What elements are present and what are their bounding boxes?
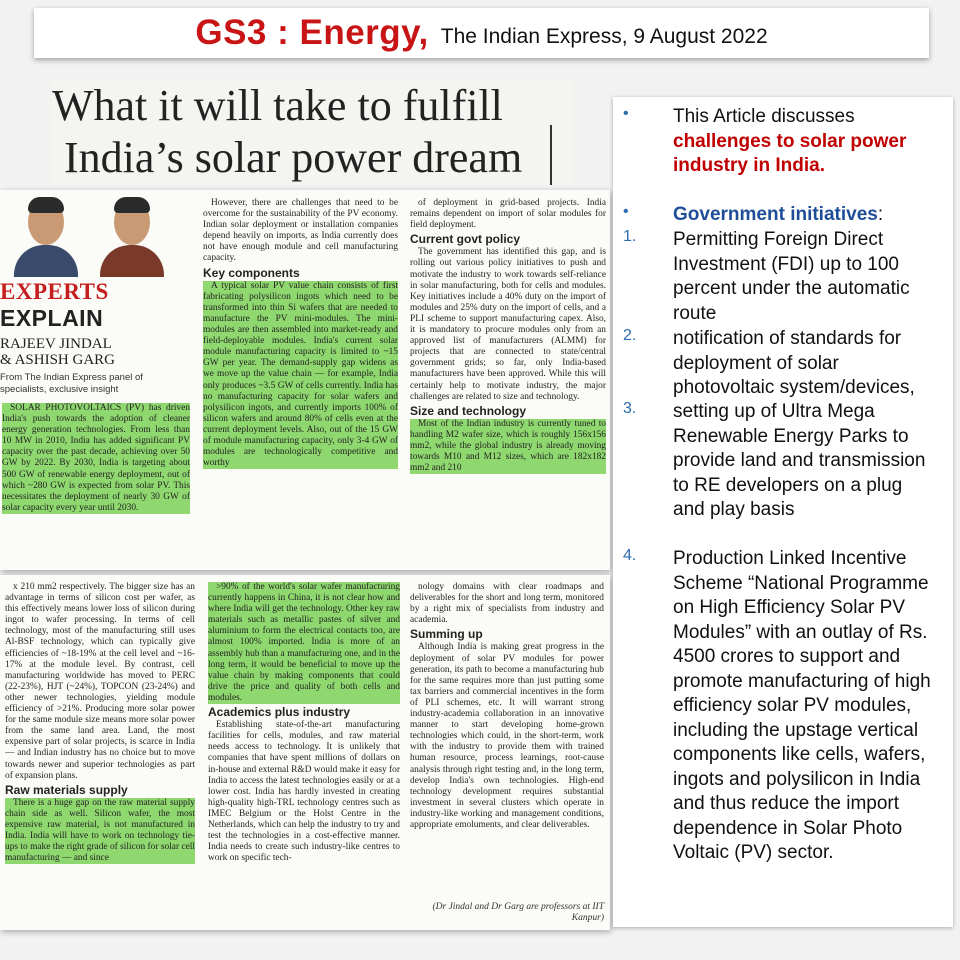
subheading-raw-materials: Raw materials supply: [5, 782, 128, 797]
subheading-academics-industry: Academics plus industry: [208, 705, 351, 720]
paragraph: nology domains with clear roadmaps and deliverables for the short and long term, monitored by a right mix of specialists from industry and academia.: [410, 582, 604, 626]
experts-explain-logo: EXPERTS EXPLAIN: [0, 279, 109, 331]
bullet-icon: •: [623, 203, 629, 220]
author-box: [0, 195, 188, 396]
topic-tag: GS3 : Energy,: [195, 13, 429, 52]
subheading-summing-up: Summing up: [410, 627, 483, 642]
subheading-govt-policy: Current govt policy: [410, 232, 521, 247]
author-byline: (Dr Jindal and Dr Garg are professors at IIT Kanpur): [432, 902, 604, 923]
author-names: RAJEEV JINDAL & ASHISH GARG: [0, 336, 116, 368]
paragraph: x 210 mm2 respectively. The bigger size has an advantage in terms of silicon cost per wafer, as this effectively means lower loss of silicon during ingot to wafer processing. In terms of cell technology, most of the manufacturing still uses Al-BSF technology, which can typically give efficiencies of ~18-19% at the cell level and ~16-17% at the module level. By contrast, cell manufacturing worldwide has moved to PERC (22-23%), HJT (~24%), TOPCON (23-24%) and other newer technologies, yielding module efficiency of >21%. Producing more solar power for the same module size means more solar power from the same land area. Land, the most expensive part of solar projects, is scarce in India — and Indian industry has no choice but to move towards newer and superior technologies as part of expansion plans.: [5, 582, 195, 781]
paragraph: A typical solar PV value chain consists of first fabricating polysilicon ingots which need to be transformed into thin Si wafers that are needed to manufacture the PV mini-modules. The mini-modules are then assembled into market-ready and field-deployable modules. India's current solar module manufacturing capacity is limited to ~15 GW per year. The demand-supply gap widens as we move up the value chain — for example, India only produces ~3.5 GW of cells currently. India has no manufacturing capacity for solar wafers and polysilicon ingots, and currently imports 100% of silicon wafers and around 80% of cells even at the current deployment levels. Also, out of the 15 GW of module manufacturing capacity, only 3-4 GW of modules are technologically competitive and worthy: [203, 280, 398, 469]
article-column-4: [5, 582, 195, 927]
paragraph: There is a huge gap on the raw material supply chain side as well. Silicon wafer, the most expensive raw material, is not manufactured in India. India will have to work on technology tie-ups to make the right grade of silicon for solar cell manufacturing — and since: [5, 797, 195, 864]
source-line: The Indian Express, 9 August 2022: [440, 25, 768, 48]
headline-line-2: India’s solar power dream: [64, 133, 523, 182]
intro-text: This Article discusses challenges to solar power industry in India.: [673, 106, 907, 176]
subheading-size-technology: Size and technology: [410, 403, 527, 418]
header-banner: [34, 8, 929, 58]
article-column-1: [2, 403, 190, 563]
column-divider: [550, 125, 552, 185]
subheading-key-components: Key components: [203, 265, 300, 280]
paragraph: >90% of the world's solar wafer manufacturing currently happens in China, it is not clear how and where India will get the technology. Other key raw materials such as metallic pastes of silver and aluminium to form the electrical contacts too, are almost 100% imported. India is more of an assembly hub than a manufacturing one, and in the long term, it would be beneficial to move up the value chain by making components that could drive the price and quality of both cells and modules.: [208, 582, 400, 703]
notes-panel: • This Article discusses challenges to solar power industry in India. • Government initiatives: 1. Permitting Foreign Direct Investment (FDI) up to 100 percent under the automatic route 2. notification of standards for deployment of solar photovoltaic system/devices, 3. setting up of Ultra Mega Renewable Energy Parks to provide land and transmission to RE developers on a plug and play basis 4. Production Linked Incentive Scheme “National Programme on High Efficiency Solar PV Modules” with an outlay of Rs. 4500 crores to support and promote manufacturing of high efficiency solar PV modules, including the upstage vertical components like cells, wafers, ingots and polysilicon in India and thus reduce the import dependence in Solar Photo Voltaic (PV) sector.: [613, 97, 953, 927]
paragraph: of deployment in grid-based projects. India remains dependent on import of solar modules for field deployment.: [410, 198, 606, 231]
paragraph: SOLAR PHOTOVOLTAICS (PV) has driven India's push towards the adoption of cleaner energy generation technologies. From less than 10 MW in 2010, India has added significant PV capacity over the past decade, achieving over 50 GW by 2022. By 2030, India is targeting about 500 GW of renewable energy deployment, out of which ~280 GW is expected from solar PV. This necessitates the deployment of nearly 30 GW of solar capacity every year until 2030.: [2, 403, 190, 513]
author-photo-2: [96, 195, 168, 277]
paragraph: However, there are challenges that need to be overcome for the sustainability of the PV economy. Indian solar deployment or installation companies depend heavily on imports, as India currently does not have enough module and cell manufacturing capacity.: [203, 198, 398, 264]
article-column-3: [410, 198, 606, 566]
paragraph: The government has identified this gap, and is rolling out various policy initiatives to push and motivate the industry to work towards self-reliance in solar manufacturing, both for cells and modules. Key initiatives include a 40% duty on the import of modules and 25% duty on the import of cells, and a PLI scheme to support manufacturing capex. Also, it is mandatory to procure modules only from an approved list of manufacturers (ALMM) for projects that are connected to state/central government grids; so far, only India-based manufacturers have been approved. While this will certainly help to motivate industry, the major challenges are related to size and technology.: [410, 247, 606, 402]
author-photo-1: [10, 195, 82, 277]
gov-heading: Government initiatives:: [673, 204, 884, 225]
paragraph: Although India is making great progress in the deployment of solar PV modules for power generation, its path to become a manufacturing hub for the same requires more than just putting some tax barriers and commercial incentives in the form of PLI schemes, etc. It will warrant strong industry-academia collaboration in an innovative manner to start developing home-grown technologies which could, in the short-term, work with the industry to provide them with trained human resource, process learnings, root-cause analysis through right testing and, in the long term, develop India's own technologies. High-end technology development requires substantial investment in several clusters which operate in industry-like working and management conditions, appropriate emoluments, and clear deliverables.: [410, 642, 604, 830]
bullet-icon: •: [623, 105, 629, 122]
panel-credit: From The Indian Express panel of specialists, exclusive insight: [0, 372, 143, 395]
article-column-2: [203, 198, 398, 566]
article-headline: [52, 80, 572, 184]
article-column-6: [410, 582, 604, 904]
paragraph: Most of the Indian industry is currently tuned to handling M2 wafer size, which is roughly 156x156 mm2, while the global industry is already moving towards M10 and M12 sizes, which are 182x182 mm2 and 210: [410, 418, 606, 474]
article-column-5: [208, 582, 400, 927]
paragraph: Establishing state-of-the-art manufacturing facilities for cells, modules, and raw material needs access to technology. It is unlikely that companies that have spent millions of dollars on in-house and external R&D would make it easy for India to access the latest technologies easily or at a lower cost. India has hardly invested in creating high-quality high-TRL technology centres such as IMEC Belgium or the Holst Centre in the Netherlands, which can help the industry to try and test the technologies in a cost-effective manner. India needs to create such industry-like centres to work on specific tech-: [208, 720, 400, 864]
headline-line-1: What it will take to fulfill: [52, 81, 503, 130]
author-photos: [0, 195, 188, 277]
